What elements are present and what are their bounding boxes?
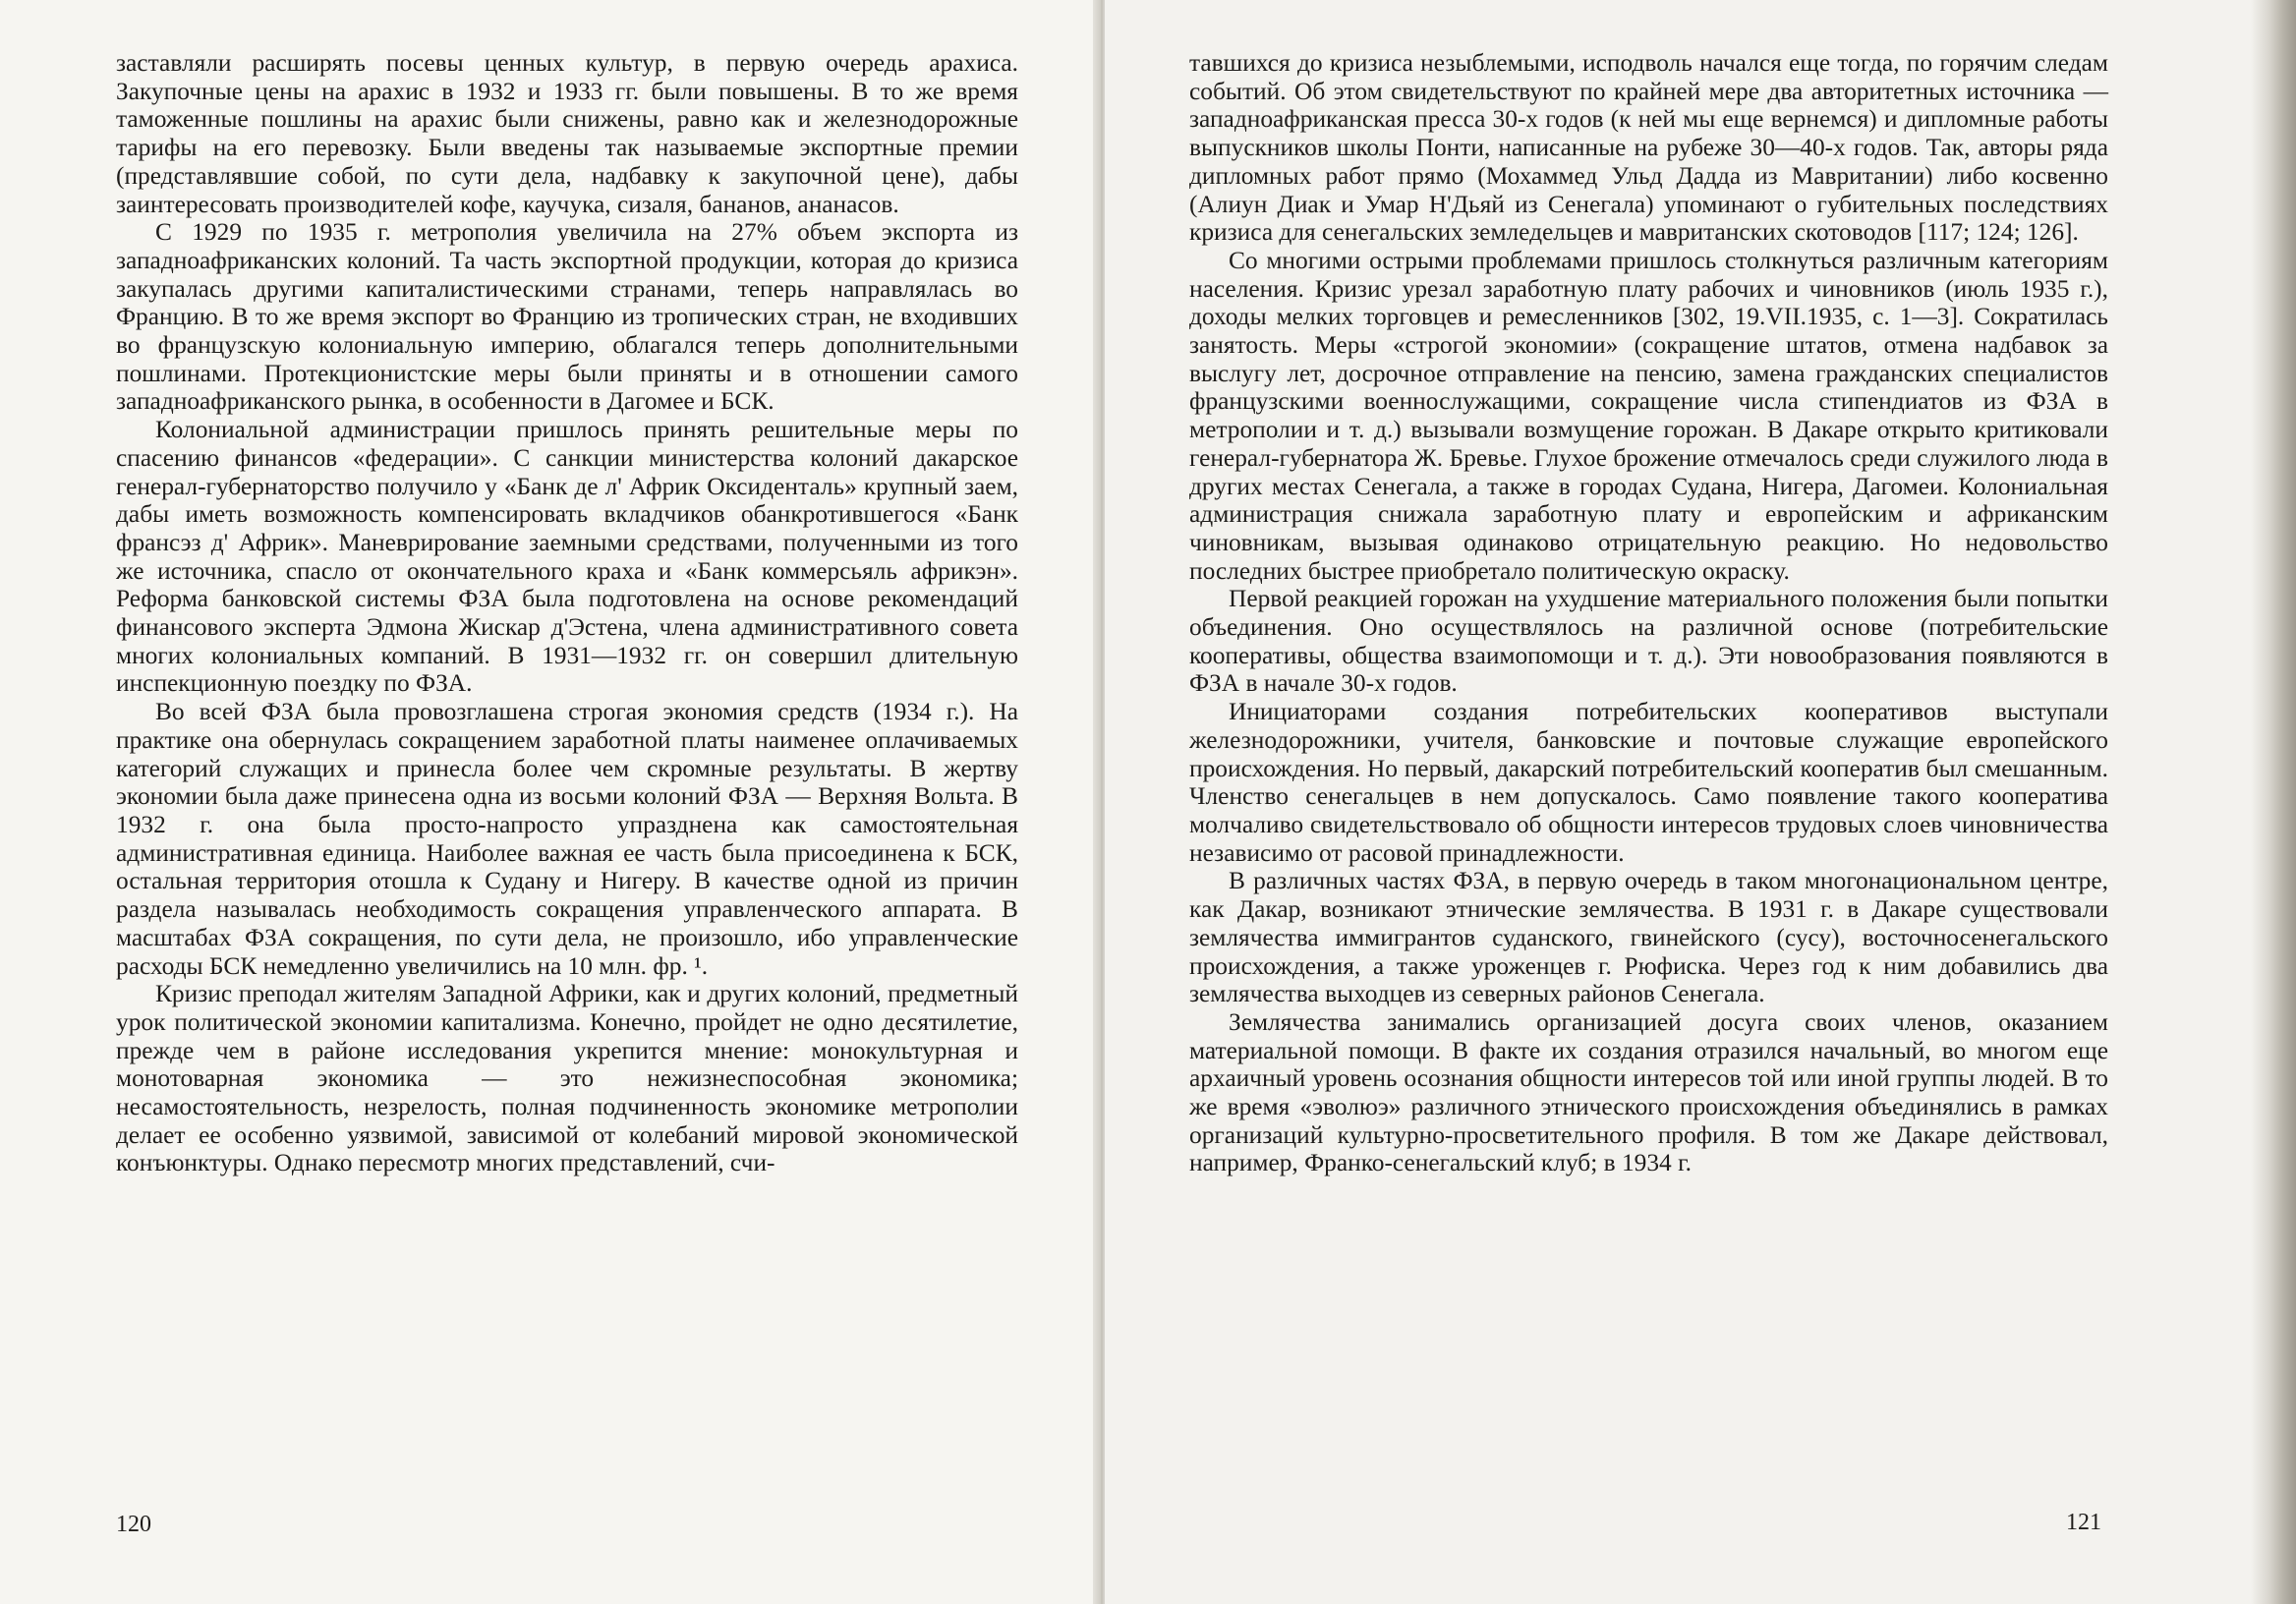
paragraph: В различных частях ФЗА, в первую очередь в таком многонациональном центре, как Дакар, возникают этнические землячества. В 1931 г. в Дакаре существовали землячества иммигрантов суданского, гвинейского (сусу), восточносенегальского происхождения, а также уроженцев г. Рюфиска. Через год к ним добавились два землячества выходцев из северных районов Сенегала. bbox=[1189, 867, 2108, 1008]
right-page bbox=[1105, 0, 2296, 1604]
paragraph: Землячества занимались организацией досуга своих членов, оказанием материальной помощи. В факте их создания отразился начальный, во многом еще архаичный уровень осознания общности интересов той или иной группы людей. В то же время «эволюэ» различного этнического происхождения объединялись в рамках организаций культурно-просветительного профиля. В том же Дакаре действовал, например, Франко-сенегальский клуб; в 1934 г. bbox=[1189, 1007, 2108, 1177]
paragraph: Колониальной администрации пришлось принять решительные меры по спасению финансов «федерации». С санкции министерства колоний дакарское генерал-губернаторство получило у «Банк де л' Африк Оксиденталь» крупный заем, дабы иметь возможность компенсировать вкладчиков обанкротившегося «Банк франсэз д' Африк». Маневрирование заемными средствами, полученными из того же источника, спасло от окончательного краха и «Банк коммерсьяль африкэн». Реформа банковской системы ФЗА была подготовлена на основе рекомендаций финансового эксперта Эдмона Жискар д'Эстена, члена административного совета многих колониальных компаний. В 1931—1932 гг. он совершил длительную инспекционную поездку по ФЗА. bbox=[116, 416, 1018, 698]
page-number: 121 bbox=[2066, 1510, 2101, 1535]
paragraph: С 1929 по 1935 г. метрополия увеличила на 27% объем экспорта из западноафриканских колоний. Та часть экспортной продукции, которая до кризиса закупалась другими капиталистическими странами, теперь направлялась во Францию. В то же время экспорт во Францию из тропических стран, не входивших во французскую колониальную империю, облагался теперь дополнительными пошлинами. Протекционистские меры были приняты и в отношении самого западноафриканского рынка, в особенности в Дагомее и БСК. bbox=[116, 218, 1018, 416]
left-page bbox=[0, 0, 1099, 1604]
paragraph: Инициаторами создания потребительских кооперативов выступали железнодорожники, учителя, банковские и почтовые служащие европейского происхождения. Но первый, дакарский потребительский кооператив был смешанным. Членство сенегальцев в нем допускалось. Само появление такого кооператива молчаливо свидетельствовало об общности интересов трудовых слоев чиновничества независимо от расовой принадлежности. bbox=[1189, 698, 2108, 867]
left-page-text bbox=[116, 49, 1018, 1177]
paragraph: заставляли расширять посевы ценных культур, в первую очередь арахиса. Закупочные цены на арахис в 1932 и 1933 гг. были повышены. В то же время таможенные пошлины на арахис были снижены, равно как и железнодорожные тарифы на его перевозку. Были введены так называемые экспортные премии (представлявшие собой, по сути дела, надбавку к закупочной цене), дабы заинтересовать производителей кофе, каучука, сизаля, бананов, ананасов. bbox=[116, 49, 1018, 218]
paragraph: Кризис преподал жителям Западной Африки, как и других колоний, предметный урок политической экономии капитализма. Конечно, пройдет не одно десятилетие, прежде чем в районе исследования укрепится мнение: монокультурная и монотоварная экономика — это нежизнеспособная экономика; несамостоятельность, незрелость, полная подчиненность экономике метрополии делает ее особенно уязвимой, зависимой от колебаний мировой экономической конъюнктуры. Однако пересмотр многих представлений, счи- bbox=[116, 980, 1018, 1177]
page-number: 120 bbox=[116, 1512, 151, 1537]
right-page-text bbox=[1189, 49, 2108, 1177]
paragraph: тавшихся до кризиса незыблемыми, исподволь начался еще тогда, по горячим следам событий. Об этом свидетельствуют по крайней мере два авторитетных источника — западноафриканская пресса 30-х годов (к ней мы еще вернемся) и дипломные работы выпускников школы Понти, написанные на рубеже 30—40-х годов. Так, авторы ряда дипломных работ прямо (Мохаммед Ульд Дадда из Мавритании) либо косвенно (Алиун Диак и Умар Н'Дьяй из Сенегала) упоминают о губительных последствиях кризиса для сенегальских земледельцев и мавританских скотоводов [117; 124; 126]. bbox=[1189, 49, 2108, 247]
page-edge-shadow bbox=[2251, 0, 2296, 1604]
paragraph: Первой реакцией горожан на ухудшение материального положения были попытки объединения. Оно осуществлялось на различной основе (потребительские кооперативы, общества взаимопомощи и т. д.). Эти новообразования появляются в ФЗА в начале 30-х годов. bbox=[1189, 585, 2108, 698]
paragraph: Со многими острыми проблемами пришлось столкнуться различным категориям населения. Кризис урезал заработную плату рабочих и чиновников (июль 1935 г.), доходы мелких торговцев и ремесленников [302, 19.VII.1935, с. 1—3]. Сократилась занятость. Меры «строгой экономии» (сокращение штатов, отмена надбавок за выслугу лет, досрочное отправление на пенсию, замена гражданских специалистов французскими военнослужащими, сокращение числа стипендиатов из ФЗА в метрополии и т. д.) вызывали возмущение горожан. В Дакаре открыто критиковали генерал-губернатора Ж. Бревье. Глухое брожение отмечалось среди служилого люда в других местах Сенегала, а также в городах Судана, Нигера, Дагомеи. Колониальная администрация снижала заработную плату и европейским и африканским чиновникам, вызывая одинаково отрицательную реакцию. Но недовольство последних быстрее приобретало политическую окраску. bbox=[1189, 246, 2108, 585]
paragraph: Во всей ФЗА была провозглашена строгая экономия средств (1934 г.). На практике она обернулась сокращением заработной платы наименее оплачиваемых категорий служащих и принесла более чем скромные результаты. В жертву экономии была даже принесена одна из восьми колоний ФЗА — Верхняя Вольта. В 1932 г. она была просто-напросто упразднена как самостоятельная административная единица. Наиболее важная ее часть была присоединена к БСК, остальная территория отошла к Судану и Нигеру. В качестве одной из причин раздела называлась необходимость сокращения управленческого аппарата. В масштабах ФЗА сокращения, по сути дела, не произошло, ибо управленческие расходы БСК немедленно увеличились на 10 млн. фр. ¹. bbox=[116, 698, 1018, 980]
